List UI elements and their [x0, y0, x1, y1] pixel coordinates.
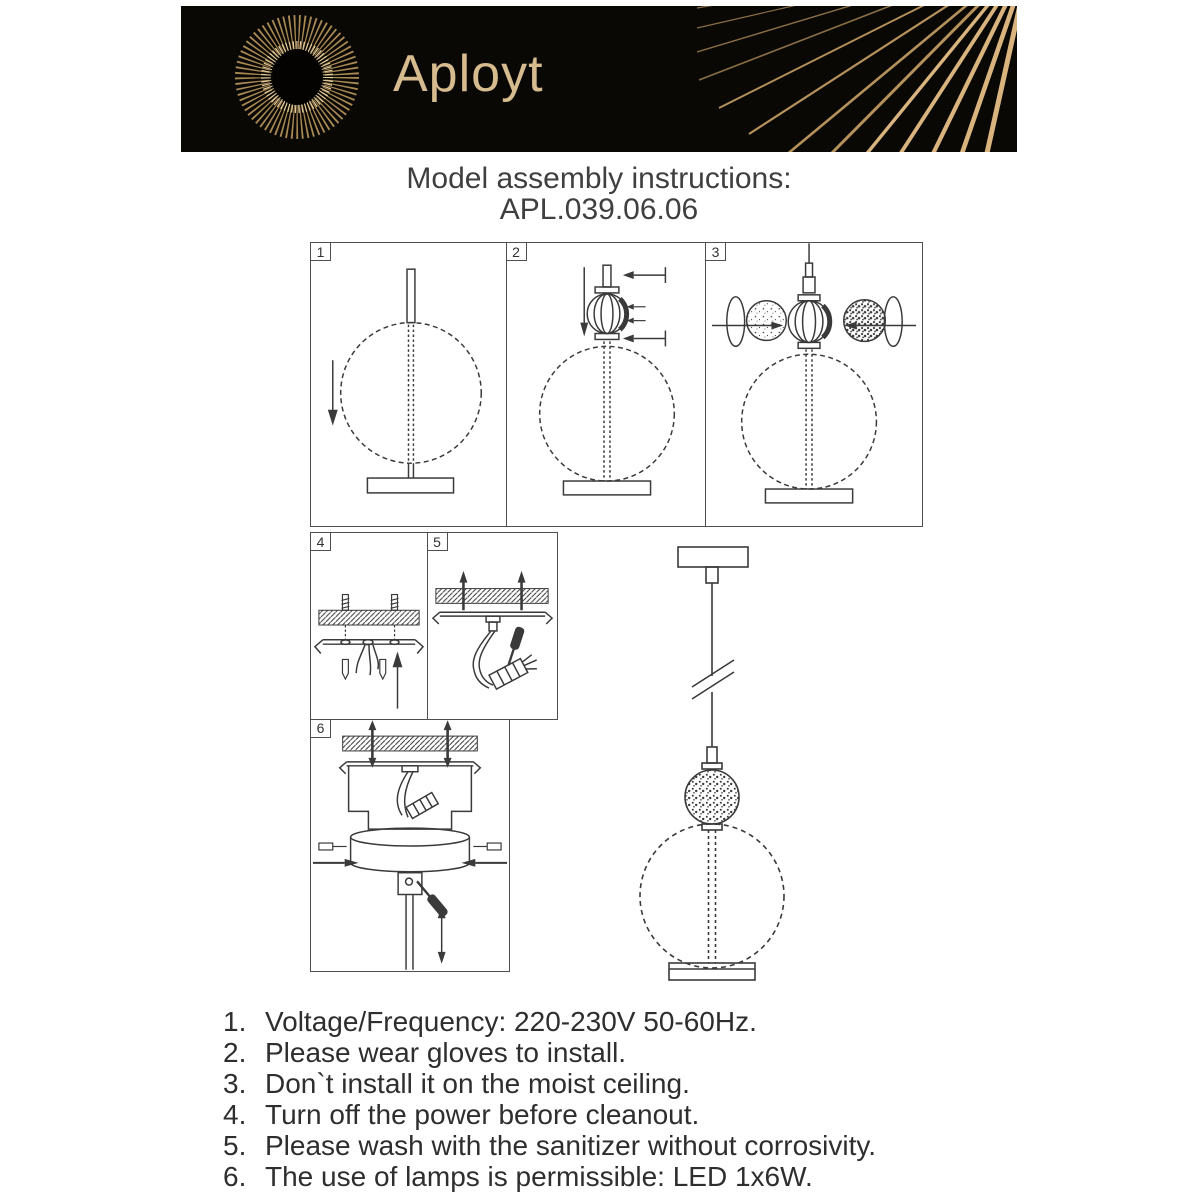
model-number: APL.039.06.06	[499, 193, 699, 226]
instruction-text: Don`t install it on the moist ceiling.	[265, 1068, 690, 1099]
step-number-5: 5	[427, 532, 448, 551]
instruction-text: Turn off the power before cleanout.	[265, 1099, 700, 1130]
instruction-item	[181, 1068, 1041, 1099]
corner-rays-icon	[697, 6, 1017, 152]
step-4-illustration	[311, 533, 427, 719]
instruction-number: 6.	[223, 1161, 247, 1192]
instruction-text: The use of lamps is permissible: LED 1x6W.	[265, 1161, 813, 1192]
step-panel-4	[310, 532, 428, 720]
instructions-list	[181, 1006, 1041, 1192]
step-6-illustration	[311, 720, 509, 971]
instruction-text: Please wear gloves to install.	[265, 1037, 627, 1068]
step-5-illustration	[428, 533, 557, 719]
instruction-item	[181, 1099, 1041, 1130]
instruction-number: 4.	[223, 1099, 247, 1130]
instruction-item	[181, 1161, 1041, 1192]
instruction-item	[181, 1006, 1041, 1037]
instruction-item	[181, 1130, 1041, 1161]
instruction-text: Please wash with the sanitizer without corrosivity.	[265, 1130, 877, 1161]
step-panel-1	[310, 242, 507, 527]
step-1-illustration	[311, 243, 506, 526]
step-number-1: 1	[310, 242, 331, 261]
instruction-text: Voltage/Frequency: 220-230V 50-60Hz.	[265, 1006, 757, 1037]
brand-name: Aployt	[393, 45, 544, 103]
step-number-4: 4	[310, 532, 331, 551]
instruction-number: 3.	[223, 1068, 247, 1099]
step-3-illustration	[706, 243, 922, 526]
step-2-illustration	[507, 243, 706, 526]
instruction-number: 1.	[223, 1006, 247, 1037]
instruction-number: 2.	[223, 1037, 247, 1068]
step-panel-5	[427, 532, 558, 720]
instruction-item	[181, 1037, 1041, 1068]
step-panel-2	[506, 242, 707, 527]
instruction-number: 5.	[223, 1130, 247, 1161]
step-number-3: 3	[705, 242, 726, 261]
step-number-2: 2	[506, 242, 527, 261]
page-title	[181, 163, 1017, 225]
step-panel-6	[310, 719, 510, 972]
step-number-6: 6	[310, 719, 331, 738]
step-panel-3	[705, 242, 923, 527]
assembled-pendant-illustration	[565, 535, 925, 1000]
sunburst-logo-icon	[224, 6, 370, 151]
brand-banner	[181, 6, 1017, 152]
title-line-1: Model assembly instructions:	[406, 162, 792, 195]
